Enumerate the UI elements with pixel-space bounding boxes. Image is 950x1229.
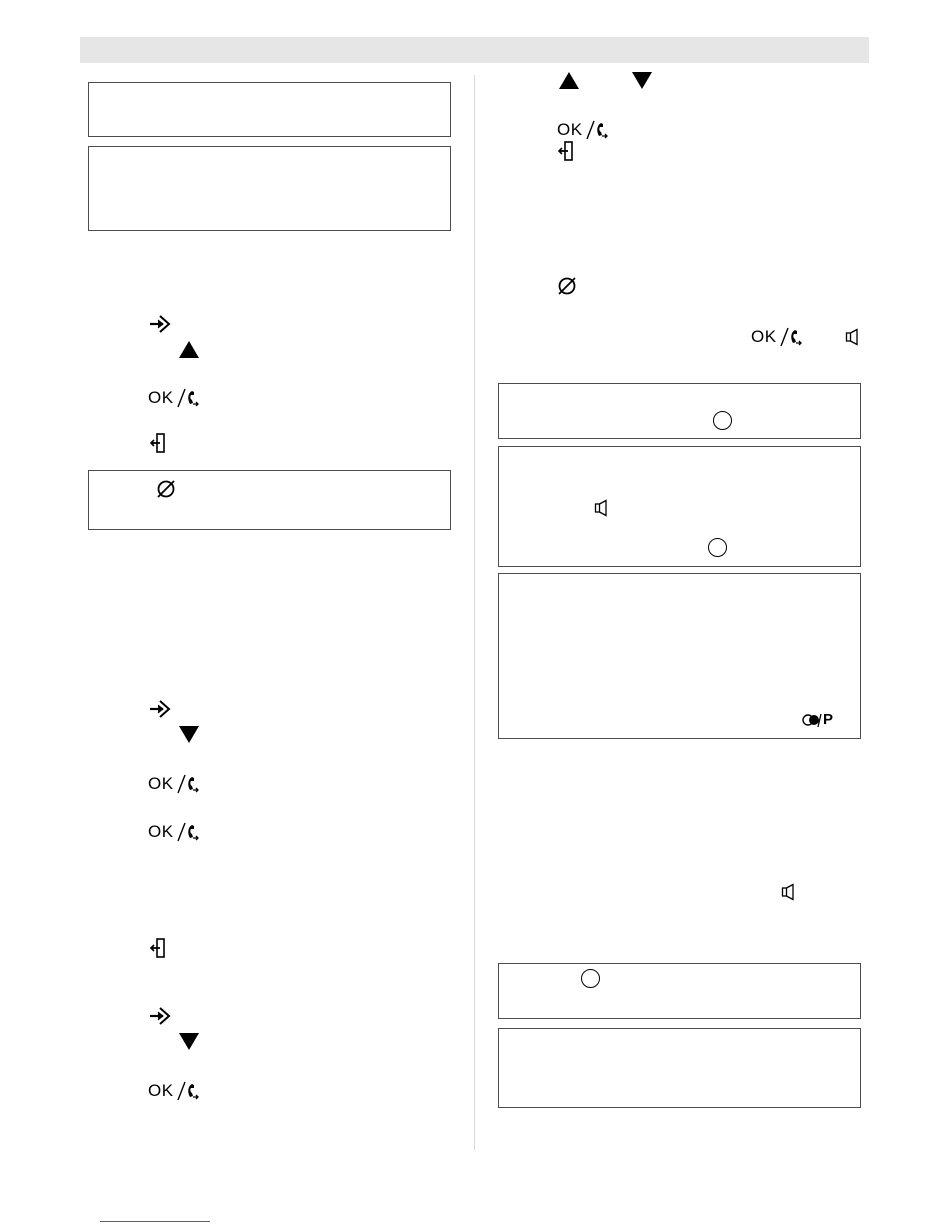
- clear-icon: [155, 478, 177, 500]
- speaker-icon: [781, 883, 797, 901]
- speaker-icon: [594, 499, 610, 517]
- circle-key-icon: [581, 969, 600, 988]
- note-box: [498, 383, 861, 439]
- ok-call-key: [148, 774, 200, 794]
- ok-call-key: [557, 120, 609, 140]
- ok-call-icon: [176, 1081, 200, 1101]
- note-box: [88, 82, 451, 137]
- circle-key-icon: [713, 411, 732, 430]
- ok-call-icon: [779, 327, 803, 347]
- redial-pause-icon: [801, 712, 823, 728]
- note-box: [498, 1028, 861, 1108]
- up-arrow-icon: [558, 71, 580, 90]
- note-box: [498, 963, 861, 1019]
- menu-enter-icon: [147, 1006, 173, 1026]
- ok-call-key: [148, 1081, 200, 1101]
- column-divider: [474, 75, 475, 1150]
- exit-icon: [150, 433, 166, 453]
- menu-enter-icon: [147, 699, 173, 719]
- exit-icon: [150, 938, 166, 958]
- clear-icon: [556, 275, 578, 297]
- ok-call-icon: [176, 774, 200, 794]
- circle-key-icon: [708, 538, 727, 557]
- note-box: [498, 446, 861, 567]
- up-arrow-icon: [178, 340, 200, 359]
- ok-label: OK: [751, 327, 777, 346]
- redial-pause-letter: P: [823, 711, 834, 728]
- exit-icon: [558, 141, 574, 161]
- ok-call-key: [148, 822, 200, 842]
- ok-label: OK: [148, 822, 174, 841]
- ok-label: OK: [148, 388, 174, 407]
- ok-label: OK: [557, 120, 583, 139]
- ok-label: OK: [148, 1081, 174, 1100]
- ok-call-key: [148, 388, 200, 408]
- ok-call-key: [751, 327, 803, 347]
- ok-call-icon: [585, 120, 609, 140]
- redial-pause-key: [801, 711, 833, 728]
- menu-enter-icon: [147, 314, 173, 334]
- down-arrow-icon: [178, 1032, 200, 1051]
- down-arrow-icon: [178, 725, 200, 744]
- header-bar: [80, 37, 869, 63]
- ok-call-icon: [176, 822, 200, 842]
- speaker-icon: [845, 328, 861, 346]
- ok-call-icon: [176, 388, 200, 408]
- down-arrow-icon: [631, 71, 653, 90]
- footer-link-underline[interactable]: [100, 1221, 210, 1222]
- note-box: [88, 470, 451, 530]
- note-box: [88, 146, 451, 231]
- ok-label: OK: [148, 774, 174, 793]
